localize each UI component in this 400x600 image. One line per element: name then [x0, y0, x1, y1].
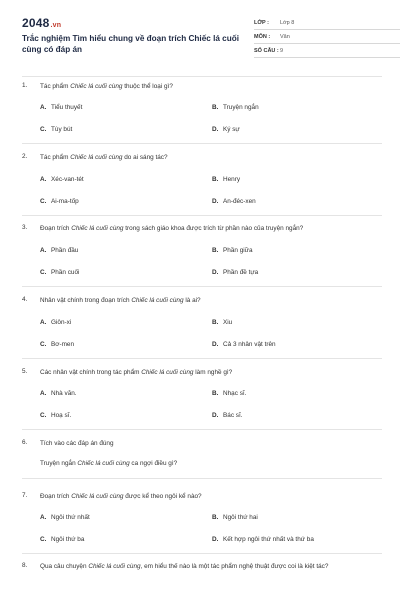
divider	[22, 429, 382, 430]
question-number: 5.	[22, 368, 28, 375]
question-text: Đoạn trích Chiếc lá cuối cùng trong sách giáo khoa được trích từ phần nào của truyện ngắn?	[40, 225, 304, 232]
question-number: 1.	[22, 82, 28, 89]
meta-row-subject	[254, 30, 400, 44]
meta-value: Lớp 8	[280, 20, 295, 26]
document-title: Trắc nghiệm Tìm hiểu chung về đoạn trích Chiếc lá cuối cùng có đáp án	[22, 34, 240, 54]
meta-label: MÔN :	[254, 34, 271, 40]
meta-label: SỐ CÂU :	[254, 48, 279, 54]
site-logo[interactable]	[22, 16, 61, 30]
question-number: 4.	[22, 296, 28, 303]
question-number: 7.	[22, 492, 28, 499]
document-header	[22, 14, 382, 70]
meta-row-count	[254, 44, 400, 58]
meta-label: LỚP :	[254, 20, 269, 26]
meta-info	[254, 16, 400, 58]
question-number: 6.	[22, 439, 28, 446]
logo-text: 2048	[22, 16, 50, 30]
logo-tld: .vn	[50, 22, 62, 29]
divider	[22, 286, 382, 287]
divider	[22, 553, 382, 554]
divider	[22, 76, 382, 77]
question-text: Các nhân vật chính trong tác phẩm Chiếc lá cuối cùng làm nghề gì?	[40, 369, 233, 376]
statement-text: Truyện ngắn Chiếc lá cuối cùng ca ngợi điều gì?	[40, 460, 178, 467]
question-text: Nhân vật chính trong đoạn trích Chiếc lá cuối cùng là ai?	[40, 297, 201, 304]
question-text: Tích vào các đáp án đúng	[40, 440, 114, 447]
divider	[22, 215, 382, 216]
meta-value: 9	[280, 48, 284, 54]
question-number: 8.	[22, 562, 28, 569]
divider	[22, 143, 382, 144]
question-number: 3.	[22, 224, 28, 231]
meta-value: Văn	[280, 34, 290, 40]
divider	[22, 478, 382, 479]
divider	[22, 358, 382, 359]
question-text: Tác phẩm Chiếc lá cuối cùng thuộc thể loại gì?	[40, 83, 173, 90]
question-number: 2.	[22, 153, 28, 160]
question-6-statement	[40, 460, 380, 467]
question-text: Tác phẩm Chiếc lá cuối cùng do ai sáng tác?	[40, 154, 168, 161]
meta-row-grade	[254, 16, 400, 30]
question-text: Đoạn trích Chiếc lá cuối cùng được kể theo ngôi kể nào?	[40, 493, 202, 500]
question-text: Qua câu chuyện Chiếc lá cuối cùng, em hiểu thế nào là một tác phẩm nghệ thuật được coi là kiệt tác?	[40, 563, 329, 570]
